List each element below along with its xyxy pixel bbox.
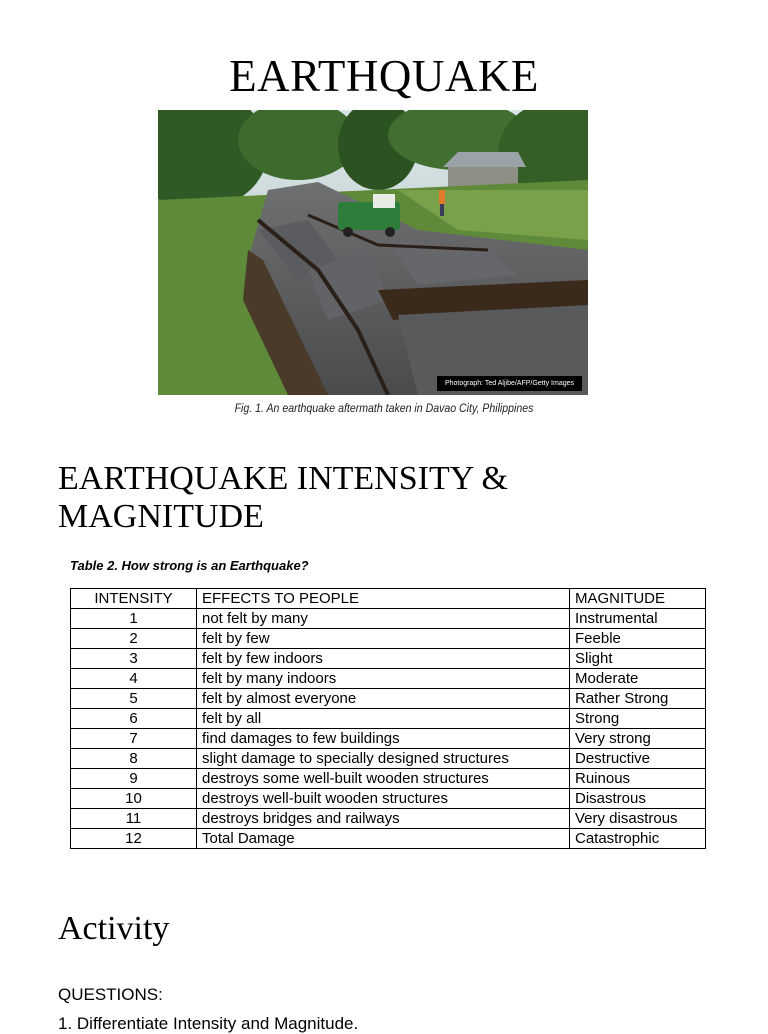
table-row xyxy=(71,749,706,769)
table-row xyxy=(71,729,706,749)
cell-effect: not felt by many xyxy=(197,609,570,629)
cell-intensity: 6 xyxy=(71,709,197,729)
intensity-table xyxy=(70,588,706,849)
header-effects: EFFECTS TO PEOPLE xyxy=(197,589,570,609)
table-row xyxy=(71,649,706,669)
cell-effect: felt by all xyxy=(197,709,570,729)
cell-effect: destroys well-built wooden structures xyxy=(197,789,570,809)
cell-magnitude: Strong xyxy=(570,709,706,729)
cell-effect: destroys bridges and railways xyxy=(197,809,570,829)
cell-intensity: 8 xyxy=(71,749,197,769)
header-magnitude: MAGNITUDE xyxy=(570,589,706,609)
table-row xyxy=(71,609,706,629)
cell-effect: felt by many indoors xyxy=(197,669,570,689)
section-heading: EARTHQUAKE INTENSITY & MAGNITUDE xyxy=(58,460,508,535)
table-row xyxy=(71,629,706,649)
cell-effect: felt by almost everyone xyxy=(197,689,570,709)
cell-intensity: 1 xyxy=(71,609,197,629)
cell-magnitude: Instrumental xyxy=(570,609,706,629)
cell-intensity: 11 xyxy=(71,809,197,829)
table-row xyxy=(71,789,706,809)
cell-intensity: 4 xyxy=(71,669,197,689)
table-row xyxy=(71,669,706,689)
questions-label: QUESTIONS: xyxy=(58,985,163,1004)
cell-intensity: 12 xyxy=(71,829,197,849)
cell-intensity: 2 xyxy=(71,629,197,649)
table-row xyxy=(71,769,706,789)
cell-magnitude: Very strong xyxy=(570,729,706,749)
table-row xyxy=(71,709,706,729)
table-caption: Table 2. How strong is an Earthquake? xyxy=(70,558,309,573)
earthquake-photo xyxy=(158,110,588,395)
page-title: EARTHQUAKE xyxy=(229,51,539,101)
cell-magnitude: Ruinous xyxy=(570,769,706,789)
table-header-row xyxy=(71,589,706,609)
photo-credit: Photograph: Ted Aljibe/AFP/Getty Images xyxy=(437,376,582,391)
cell-intensity: 3 xyxy=(71,649,197,669)
cell-effect: destroys some well-built wooden structures xyxy=(197,769,570,789)
table-row xyxy=(71,689,706,709)
cell-magnitude: Rather Strong xyxy=(570,689,706,709)
cell-effect: find damages to few buildings xyxy=(197,729,570,749)
question-1: 1. Differentiate Intensity and Magnitude. xyxy=(58,1014,359,1033)
cell-magnitude: Catastrophic xyxy=(570,829,706,849)
cell-intensity: 7 xyxy=(71,729,197,749)
cell-intensity: 10 xyxy=(71,789,197,809)
cell-magnitude: Moderate xyxy=(570,669,706,689)
cell-magnitude: Very disastrous xyxy=(570,809,706,829)
cell-magnitude: Feeble xyxy=(570,629,706,649)
cell-magnitude: Destructive xyxy=(570,749,706,769)
photo-caption: Fig. 1. An earthquake aftermath taken in Davao City, Philippines xyxy=(234,401,534,415)
cell-magnitude: Slight xyxy=(570,649,706,669)
table-row xyxy=(71,809,706,829)
cell-effect: felt by few indoors xyxy=(197,649,570,669)
cell-effect: felt by few xyxy=(197,629,570,649)
cell-intensity: 5 xyxy=(71,689,197,709)
cell-intensity: 9 xyxy=(71,769,197,789)
cell-effect: slight damage to specially designed structures xyxy=(197,749,570,769)
activity-heading: Activity xyxy=(58,910,170,947)
cell-effect: Total Damage xyxy=(197,829,570,849)
header-intensity: INTENSITY xyxy=(71,589,197,609)
table-row xyxy=(71,829,706,849)
cell-magnitude: Disastrous xyxy=(570,789,706,809)
